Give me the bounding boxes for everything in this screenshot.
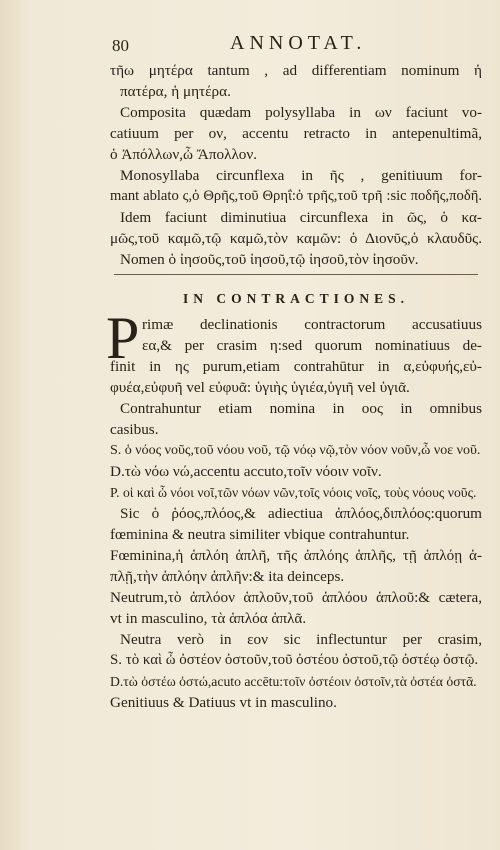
text-block bbox=[106, 60, 482, 713]
text-line: Nomen ὁ ἰησοῦς,τοῦ ἰησοῦ,τῷ ἰησοῦ,τὸν ἰησοῦν. bbox=[120, 251, 419, 268]
drop-cap: P bbox=[106, 305, 140, 371]
text-line: rimæ declinationis contractorum accusatiuus bbox=[142, 316, 482, 333]
text-line: catiuum per ον, accentu retracto in antepenultimã, bbox=[110, 125, 482, 142]
text-line: casibus. bbox=[110, 421, 159, 438]
text-line: Monosyllaba circunflexa in ῆς , genitiuum for- bbox=[120, 167, 482, 184]
page-number: 80 bbox=[112, 36, 129, 55]
text-line: ὁ Ἀπόλλων,ὦ Ἄπολλον. bbox=[110, 146, 258, 163]
text-line: finit in ης purum,etiam contrahūtur in α,εὐφυής,εὐ- bbox=[110, 358, 482, 375]
running-head: ANNOTAT. bbox=[230, 32, 367, 54]
text-line: εα,& per crasim η:sed quorum nominatiuus de- bbox=[142, 337, 482, 354]
text-line: τῆω μητέρα tantum , ad differentiam nominum ἡ bbox=[110, 62, 482, 79]
text-line: P. οἱ καὶ ὦ νόοι νοῖ,τῶν νόων νῶν,τοῖς νόοις νοῖς, τοὺς νόους νοῦς. bbox=[110, 485, 477, 500]
text-line: Composita quædam polysyllaba in ων faciunt vo- bbox=[120, 104, 482, 121]
text-line: Neutra verò in εον sic inflectuntur per crasim, bbox=[120, 631, 482, 648]
text-line: S. ὁ νόος νοῦς,τοῦ νόου νοῦ, τῷ νόῳ νῷ,τὸν νόον νοῦν,ὦ νοε νοῦ. bbox=[110, 443, 481, 458]
text-line: Fœminina,ἡ ἁπλόη ἁπλῆ, τῆς ἁπλόης ἁπλῆς, τῇ ἁπλόῃ ἁ- bbox=[110, 547, 482, 564]
text-line: Sic ὁ ῥόος,πλόος,& adiectiua ἁπλόος,διπλόος:quorum bbox=[120, 505, 482, 522]
text-line: πατέρα, ἡ μητέρα. bbox=[120, 83, 231, 100]
text-line: Genitiuus & Datiuus vt in masculino. bbox=[110, 694, 337, 711]
text-line: S. τὸ καὶ ὦ ὀστέον ὀστοῦν,τοῦ ὀστέου ὀστοῦ,τῷ ὀστέῳ ὀστῷ. bbox=[110, 652, 479, 668]
text-line: φυέα,εὐφυῆ vel εὐφυᾶ: ὑγιὴς ὑγιέα,ὑγιῆ vel ὑγιᾶ. bbox=[110, 379, 410, 396]
text-line: mant ablato ς,ὁ Θρῆς,τοῦ Θρηΐ:ὁ τρῆς,τοῦ τρῆ :sic πoδῆς,πoδῆ. bbox=[110, 188, 482, 204]
text-line: Idem faciunt diminutiua circunflexa in ῶς, ὁ κα- bbox=[120, 209, 482, 226]
text-line: D.τὼ νόω νώ,accentu accuto,τοῖν νόοιν νοῖν. bbox=[110, 463, 382, 480]
section-title: IN CONTRACTIONES. bbox=[182, 291, 410, 306]
text-line: fœminina & neutra similiter vbique contrahuntur. bbox=[110, 526, 410, 543]
section-rule bbox=[110, 274, 482, 284]
text-line: vt in masculino, τὰ ἁπλόα ἁπλᾶ. bbox=[110, 610, 307, 627]
dropcap-paragraph bbox=[106, 305, 482, 377]
text-line: Neutrum,τὸ ἁπλόον ἁπλοῦν,τοῦ ἁπλόου ἁπλοῦ:& cætera, bbox=[110, 589, 482, 606]
text-line: Contrahuntur etiam nomina in οος in omnibus bbox=[120, 400, 482, 417]
text-line: πλῇ,τὴν ἁπλόην ἁπλῆν:& ita deinceps. bbox=[110, 568, 345, 585]
text-line: μῶς,τοῦ καμῶ,τῷ καμῶ,τὸν καμῶν: ὁ Διονῦς,ὁ κλαυδῦς. bbox=[110, 230, 482, 247]
text-line: D.τὼ ὀστέω ὀστώ,acuto accētu:τοῖν ὀστέοιν ὀστοῖν,τὰ ὀστέα ὀστᾶ. bbox=[110, 674, 477, 689]
page-header bbox=[100, 30, 480, 60]
